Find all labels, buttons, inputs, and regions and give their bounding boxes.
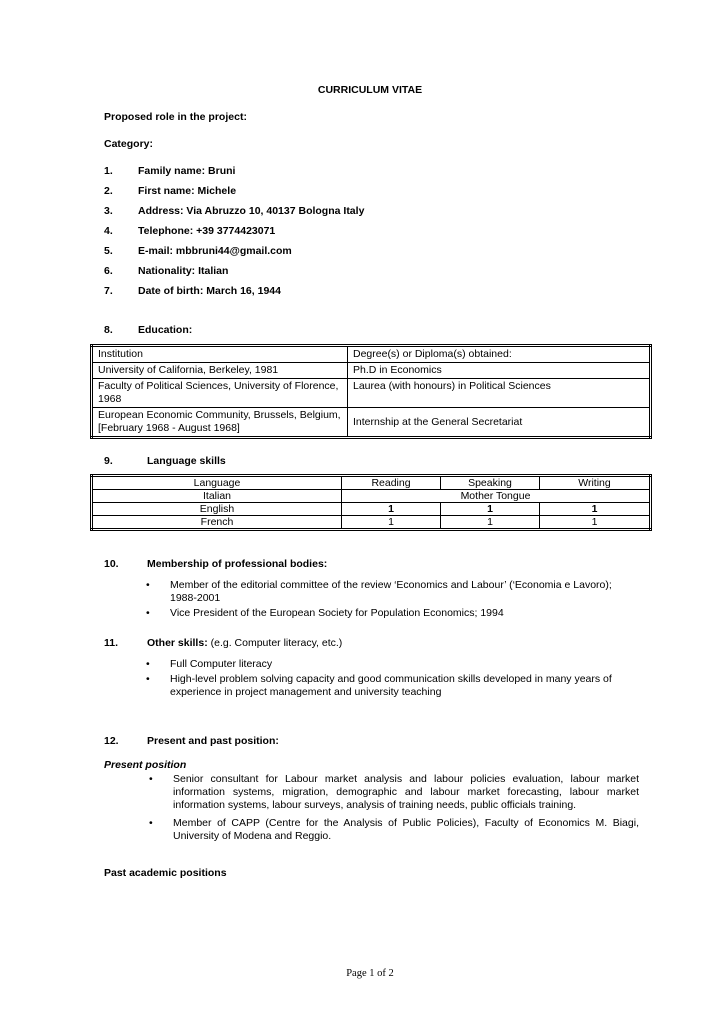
telephone: Telephone: +39 3774423071 <box>138 225 276 237</box>
list-item <box>146 673 640 699</box>
list-item-text: Vice President of the European Society for Population Economics; 1994 <box>170 607 504 619</box>
nationality: Nationality: Italian <box>138 265 229 277</box>
mother-tongue-cell: Mother Tongue <box>342 490 651 503</box>
section-number: 10. <box>104 558 119 570</box>
degree-cell: Ph.D in Economics <box>348 363 651 379</box>
list-item <box>146 579 640 605</box>
education-table <box>90 344 652 439</box>
header-cell: Writing <box>540 476 651 490</box>
section-title: Education: <box>138 324 193 336</box>
other-skills-heading <box>104 637 342 649</box>
past-positions-label: Past academic positions <box>104 867 227 879</box>
institution-cell: European Economic Community, Brussels, Belgium, [February 1968 - August 1968] <box>92 408 348 438</box>
table-row <box>92 363 651 379</box>
personal-item <box>104 285 281 297</box>
bullet-icon: • <box>146 579 150 591</box>
page-number: Page 1 of 2 <box>346 968 394 979</box>
section-number: 9. <box>104 455 113 467</box>
item-number: 2. <box>104 185 113 197</box>
list-item <box>149 817 639 843</box>
institution-cell: Faculty of Political Sciences, University of Florence, 1968 <box>92 379 348 408</box>
item-number: 6. <box>104 265 113 277</box>
proposed-role-label: Proposed role in the project: <box>104 111 247 123</box>
language-name: English <box>92 503 342 516</box>
personal-item <box>104 245 292 257</box>
writing-cell: 1 <box>540 516 651 530</box>
list-item <box>149 773 639 812</box>
language-heading <box>104 455 226 467</box>
personal-item <box>104 225 275 237</box>
bullet-icon: • <box>146 673 150 685</box>
membership-list <box>146 579 640 622</box>
item-number: 1. <box>104 165 113 177</box>
personal-item <box>104 265 228 277</box>
section-number: 11. <box>104 637 119 649</box>
section-title: Present and past position: <box>147 735 279 747</box>
header-cell: Speaking <box>441 476 540 490</box>
header-cell: Institution <box>92 346 348 363</box>
table-row <box>92 503 651 516</box>
section-title: Membership of professional bodies: <box>147 558 328 570</box>
email: E-mail: mbbruni44@gmail.com <box>138 245 292 257</box>
bullet-icon: • <box>146 658 150 670</box>
reading-cell: 1 <box>342 516 441 530</box>
item-number: 4. <box>104 225 113 237</box>
list-item <box>146 658 640 671</box>
membership-heading <box>104 558 327 570</box>
table-row <box>92 379 651 408</box>
first-name: First name: Michele <box>138 185 237 197</box>
header-cell: Reading <box>342 476 441 490</box>
header-cell: Degree(s) or Diploma(s) obtained: <box>348 346 651 363</box>
language-name: Italian <box>92 490 342 503</box>
other-skills-list <box>146 658 640 701</box>
language-table <box>90 474 652 531</box>
degree-cell: Laurea (with honours) in Political Sciences <box>348 379 651 408</box>
list-item-text: Member of the editorial committee of the review ‘Economics and Labour’ (‘Economia e Lavoro); 1988-2001 <box>170 579 612 604</box>
institution-cell: University of California, Berkeley, 1981 <box>92 363 348 379</box>
family-name: Family name: Bruni <box>138 165 236 177</box>
section-note: (e.g. Computer literacy, etc.) <box>207 637 343 649</box>
item-number: 3. <box>104 205 113 217</box>
category-label: Category: <box>104 138 154 150</box>
bullet-icon: • <box>146 607 150 619</box>
bullet-icon: • <box>149 817 153 829</box>
personal-item <box>104 185 236 197</box>
table-header-row <box>92 476 651 490</box>
list-item-text: Member of CAPP (Centre for the Analysis of Public Policies), Faculty of Economics M. Biagi, University of Modena and Reggio. <box>173 817 639 842</box>
item-number: 5. <box>104 245 113 257</box>
bullet-icon: • <box>149 773 153 785</box>
table-header-row <box>92 346 651 363</box>
education-heading <box>104 324 192 336</box>
table-row <box>92 408 651 438</box>
language-name: French <box>92 516 342 530</box>
header-cell: Language <box>92 476 342 490</box>
speaking-cell: 1 <box>441 516 540 530</box>
degree-cell: Internship at the General Secretariat <box>348 408 651 438</box>
reading-cell: 1 <box>342 503 441 516</box>
list-item-text: Full Computer literacy <box>170 658 273 670</box>
list-item-text: Senior consultant for Labour market analysis and labour policies evaluation, labour market information systems, migration, demographic and labour market forecasting, labour market information systems, labour surveys, analysis of training needs, public officials training. <box>173 773 639 811</box>
address: Address: Via Abruzzo 10, 40137 Bologna Italy <box>138 205 365 217</box>
table-row <box>92 490 651 503</box>
personal-item <box>104 165 235 177</box>
list-item-text: High-level problem solving capacity and good communication skills developed in many years of experience in project management and university teaching <box>170 673 612 698</box>
document-title: CURRICULUM VITAE <box>317 84 423 96</box>
section-title: Language skills <box>147 455 226 467</box>
section-number: 8. <box>104 324 113 336</box>
section-number: 12. <box>104 735 119 747</box>
speaking-cell: 1 <box>441 503 540 516</box>
writing-cell: 1 <box>540 503 651 516</box>
item-number: 7. <box>104 285 113 297</box>
list-item <box>146 607 640 620</box>
date-of-birth: Date of birth: March 16, 1944 <box>138 285 281 297</box>
present-position-label: Present position <box>104 759 187 771</box>
table-row <box>92 516 651 530</box>
personal-item <box>104 205 364 217</box>
positions-heading <box>104 735 279 747</box>
section-title: Other skills: <box>147 637 208 649</box>
present-position-list <box>149 773 639 845</box>
